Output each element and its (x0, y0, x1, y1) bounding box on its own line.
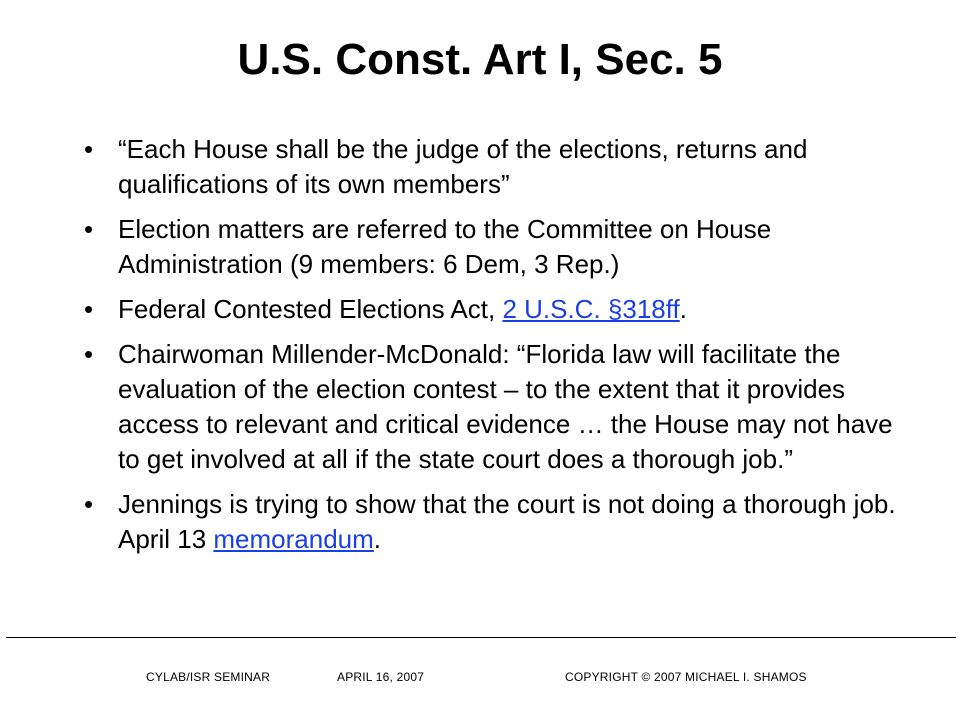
footer-date: APRIL 16, 2007 (337, 670, 425, 684)
bullet-item-chairwoman-quote (84, 337, 904, 477)
bullet-text: Chairwoman Millender-McDonald: “Florida law will facilitate the evaluation of the election contest – to the extent that it provides access to relevant and critical evidence … the House may not have to get involved at all if the state court does a thorough job.” (118, 339, 893, 474)
bullet-marker: • (84, 214, 94, 244)
bullet-text: “Each House shall be the judge of the elections, returns and qualifications of its own members” (118, 134, 808, 199)
bullet-marker: • (84, 489, 94, 519)
bullet-text-after-link: . (679, 294, 687, 324)
bullet-marker: • (84, 134, 94, 164)
footer-copyright: COPYRIGHT © 2007 MICHAEL I. SHAMOS (565, 670, 807, 684)
statute-link[interactable]: 2 U.S.C. §318ff (502, 294, 680, 324)
bullet-item-committee (84, 212, 904, 282)
bullet-text-after-link: . (373, 524, 382, 554)
memorandum-link[interactable]: memorandum (213, 524, 374, 554)
bullet-item-judge-of-elections (84, 132, 904, 202)
bullet-item-contested-elections-act (84, 292, 904, 327)
slide-title: U.S. Const. Art I, Sec. 5 (237, 35, 723, 84)
footer-divider (6, 637, 956, 638)
footer-seminar: CYLAB/ISR SEMINAR (146, 670, 271, 684)
bullet-marker: • (84, 294, 94, 324)
bullet-text-before-link: Federal Contested Elections Act, (118, 294, 503, 324)
bullet-text: Election matters are referred to the Committee on House Administration (9 members: 6 Dem, 3 Rep.) (118, 214, 772, 279)
bullet-text-before-link: Jennings is trying to show that the court is not doing a thorough job. April 13 (118, 489, 896, 554)
bullet-item-jennings (84, 487, 904, 557)
bullet-list (84, 132, 904, 567)
bullet-marker: • (84, 339, 94, 369)
